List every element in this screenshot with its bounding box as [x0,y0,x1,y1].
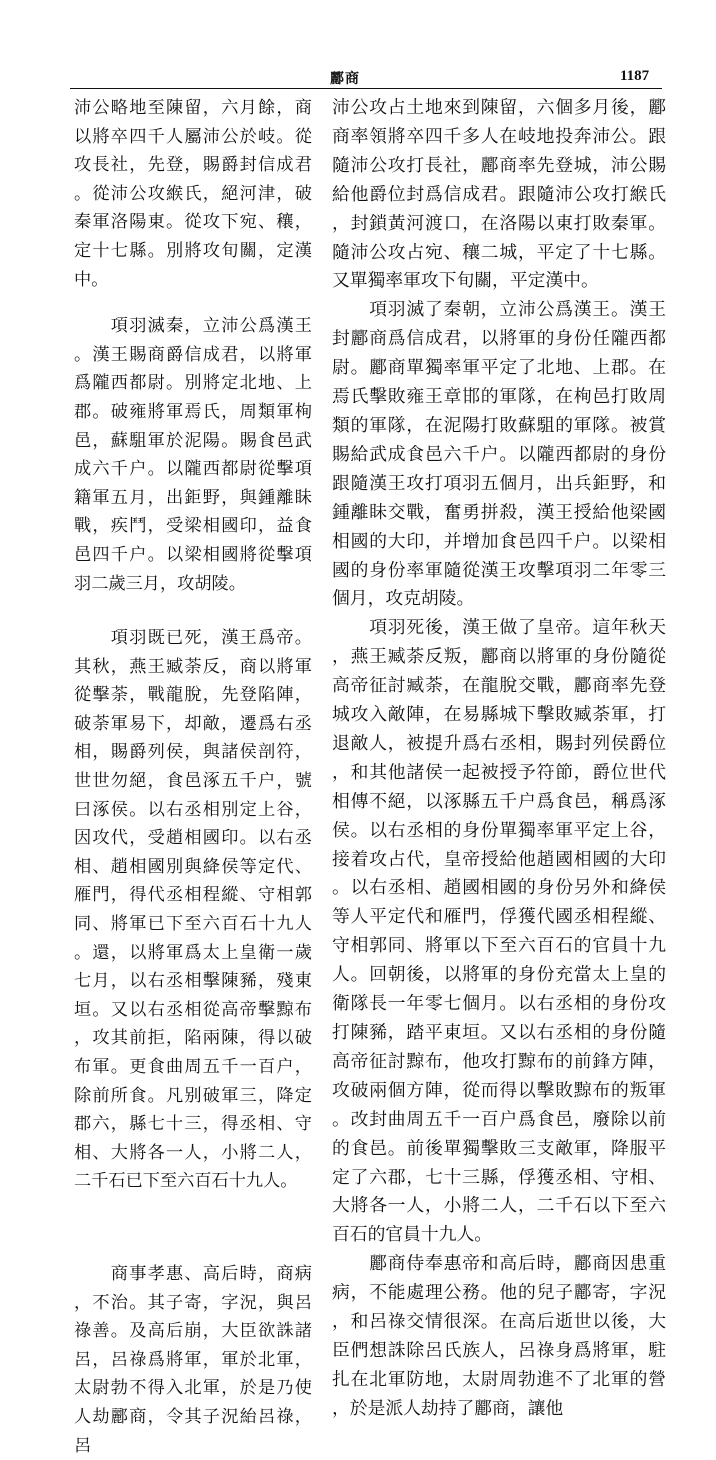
translation-paragraph-4: 酈商侍奉惠帝和高后時，酈商因患重病，不能處理公務。他的兒子酈寄，字況，和呂祿交情很深。在高后逝世以後，大臣們想誅除呂氏族人，呂祿身爲將軍，駐扎在北軍防地，太尉周勃進不了北軍的營，於是派人劫持了酈商，讓他 [332,1253,666,1419]
classical-paragraph-4: 商事孝惠、高后時，商病，不治。其子寄，字況，與呂祿善。及高后崩，大臣欲誅諸呂，呂祿爲將軍，軍於北軍，太尉勃不得入北軍，於是乃使人劫酈商，令其子況紿呂祿，呂 [74,1263,312,1456]
paragraph-spacer [74,1196,312,1260]
translation-paragraph-2: 項羽滅了秦朝，立沛公爲漢王。漢王封酈商爲信成君，以將軍的身份任隴西都尉。酈商單獨率軍平定了北地、上郡。在焉氏擊敗雍王章邯的軍隊，在栒邑打敗周類的軍隊，在泥陽打敗蘇駔的軍隊。被賞賜給武成食邑六千户。以隴西都尉的身份跟隨漢王攻打項羽五個月，出兵鉅野，和鍾離眛交戰，奮勇拼殺，漢王授給他梁國相國的大印，并增加食邑四千户。以梁相國的身份率軍隨從漢王攻擊項羽二年零三個月，攻克胡陵。 [332,299,666,610]
header-rule [70,88,662,89]
page-header [0,62,716,88]
classical-text-column [74,94,312,1456]
translation-column [332,94,666,1419]
translation-paragraph-3: 項羽死後，漢王做了皇帝。這年秋天，燕王臧荼反叛，酈商以將軍的身份隨從高帝征討臧荼，在龍脫交戰，酈商率先登城攻入敵陣，在易縣城下擊敗臧荼軍，打退敵人，被提升爲右丞相，賜封列侯爵位，和其他諸侯一起被授予符節，爵位世代相傳不絕，以涿縣五千户爲食邑，稱爲涿侯。以右丞相的身份單獨率軍平定上谷，接着攻占代，皇帝授給他趙國相國的大印。以右丞相、趙國相國的身份另外和絳侯等人平定代和雁門，俘獲代國丞相程縱、守相郭同、將軍以下至六百石的官員十九人。回朝後，以將軍的身份充當太上皇的衛隊長一年零七個月。以右丞相的身份攻打陳豨，踏平東垣。又以右丞相的身份隨高帝征討黥布，他攻打黥布的前鋒方陣，攻破兩個方陣，從而得以擊敗黥布的叛軍。改封曲周五千一百户爲食邑，廢除以前的食邑。前後單獨擊敗三支敵軍，降服平定了六郡，七十三縣，俘獲丞相、守相、大將各一人，小將二人，二千石以下至六百石的官員十九人。 [332,617,666,1246]
translation-paragraph-1: 沛公攻占土地來到陳留，六個多月後，酈商率領將卒四千多人在岐地投奔沛公。跟隨沛公攻打長社，酈商率先登城，沛公賜給他爵位封爲信成君。跟隨沛公攻打緱氏，封鎖黃河渡口，在洛陽以東打敗秦軍。隨沛公攻占宛、穰二城，平定了十七縣。又單獨率軍攻下旬關，平定漢中。 [332,97,666,292]
paragraph-spacer [74,294,312,312]
running-head-title: 酈商 [330,71,360,87]
classical-paragraph-2: 項羽滅秦，立沛公爲漢王。漢王賜商爵信成君，以將軍爲隴西都尉。別將定北地、上郡。破雍將軍焉氏，周類軍栒邑，蘇駔軍於泥陽。賜食邑武成六千户。以隴西都尉從擊項籍軍五月，出鉅野，與鍾離眛戰，疾鬥，受梁相國印，益食邑四千户。以梁相國將從擊項羽二歲三月，攻胡陵。 [74,316,312,594]
classical-paragraph-1: 沛公略地至陳留，六月餘，商以將卒四千人屬沛公於岐。從攻長社，先登，賜爵封信成君。從沛公攻緱氏，絕河津，破秦軍洛陽東。從攻下宛、穰，定十七縣。別將攻旬關，定漢中。 [74,98,312,290]
page-number: 1187 [620,68,650,84]
paragraph-spacer [74,598,312,624]
classical-paragraph-3: 項羽既已死，漢王爲帝。其秋，燕王臧荼反，商以將軍從擊荼，戰龍脫，先登陷陣，破荼軍易下，却敵，遷爲右丞相，賜爵列侯，與諸侯剖符，世世勿絕，食邑涿五千户，號曰涿侯。以右丞相別定上谷，因攻代，受趙相國印。以右丞相、趙相國別與絳侯等定代、雁門，得代丞相程縱、守相郭同、將軍已下至六百石十九人。還，以將軍爲太上皇衛一歲七月，以右丞相擊陳豨，殘東垣。又以右丞相從高帝擊黥布，攻其前拒，陷兩陳，得以破布軍。更食曲周五千一百户，除前所食。凡别破軍三，降定郡六，縣七十三，得丞相、守相、大將各一人，小將二人，二千石已下至六百石十九人。 [74,628,312,1192]
